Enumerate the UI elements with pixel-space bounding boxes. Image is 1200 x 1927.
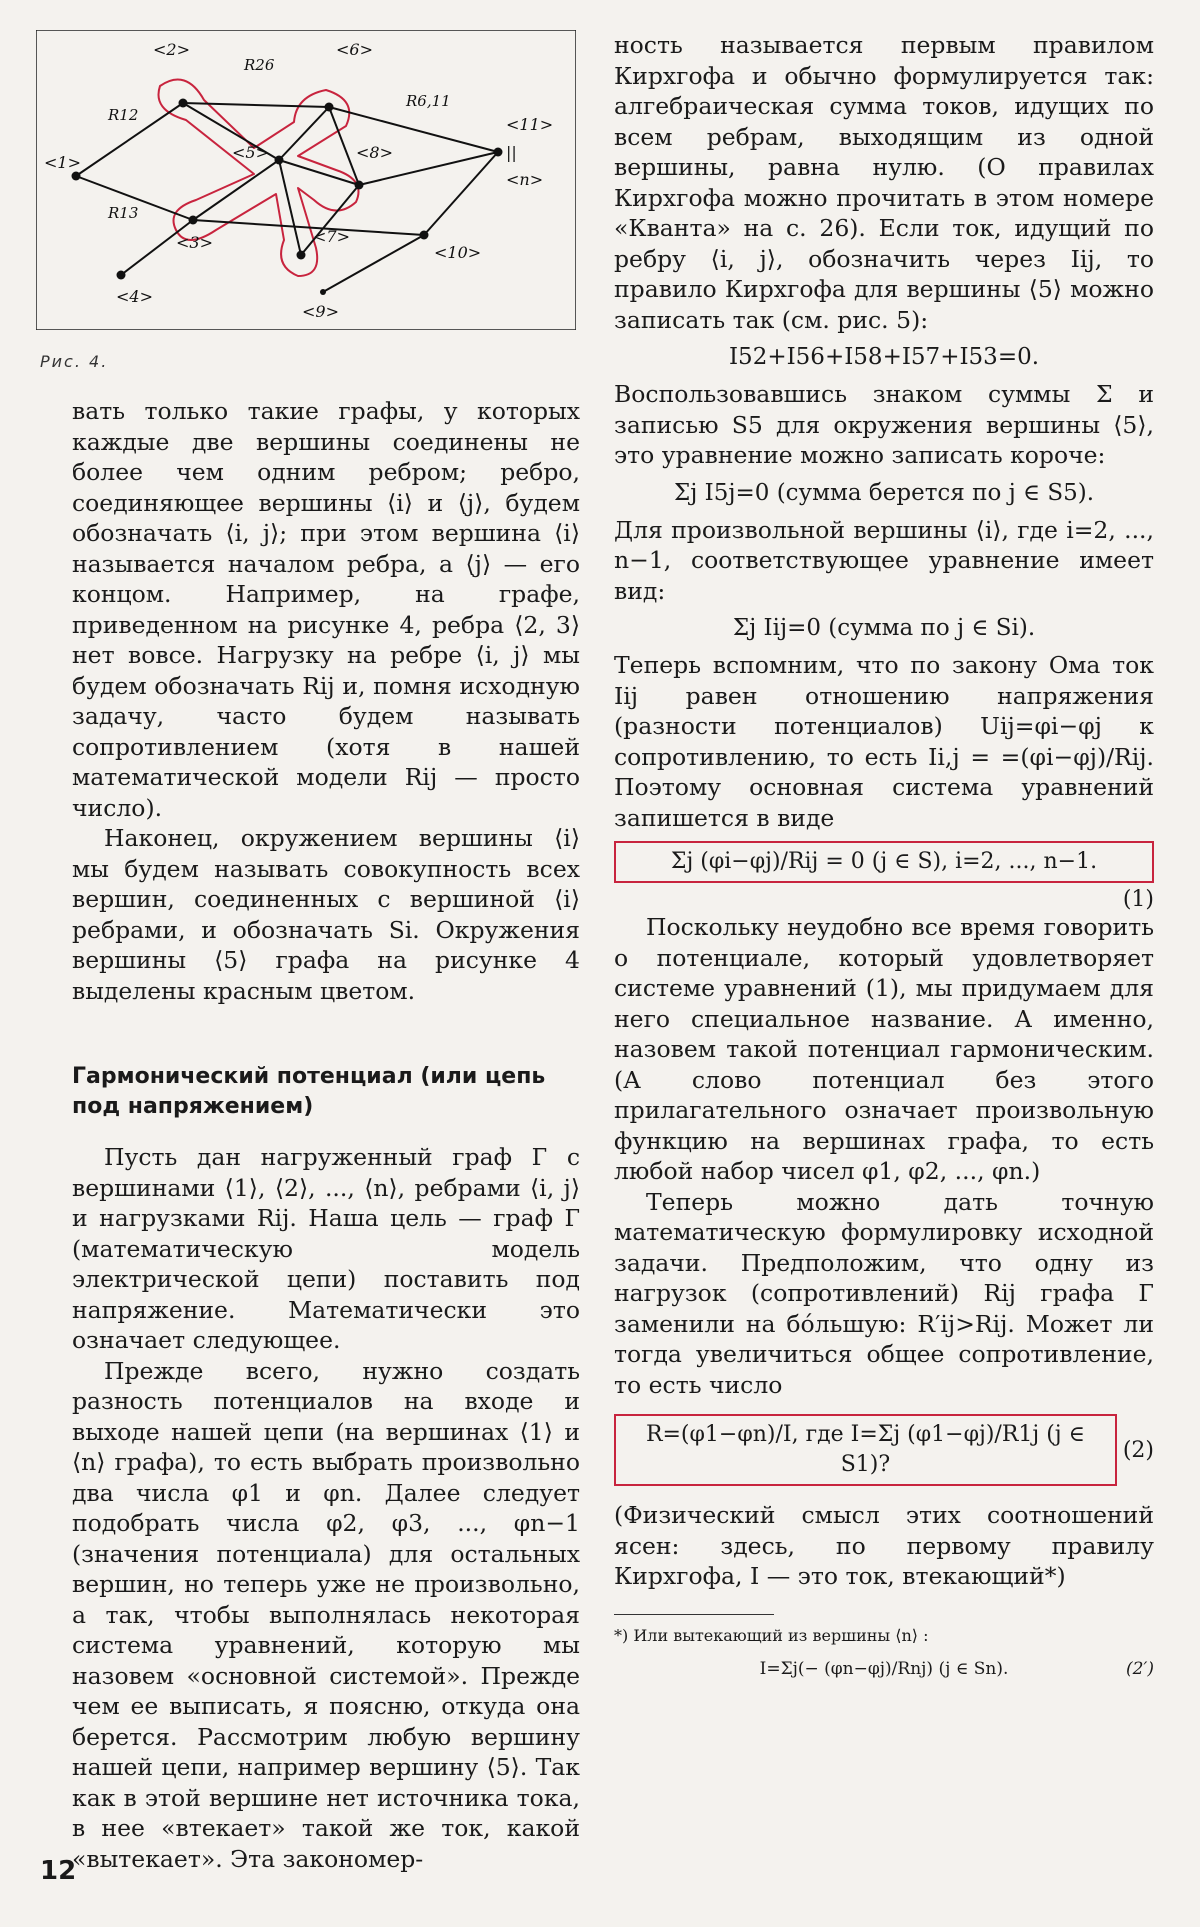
footnote-formula [614,1659,1154,1679]
label-v5: <5> [232,143,269,162]
vertex-6 [325,103,334,112]
vertex-11 [494,148,503,157]
label-v8: <8> [356,143,393,162]
graph-edges [76,103,498,292]
vertex-10 [420,231,429,240]
right-paragraph-7: (Физический смысл этих соотношений ясен: здесь, по первому правилу Кирхгофа, I — это ток, втекающий*) [614,1501,1154,1590]
footnote-formula-text: I=Σj(− (φn−φj)/Rnj) (j ∈ Sn). [759,1658,1009,1679]
section-heading: Гармонический потенциал (или цепь под напряжением) [72,1064,546,1119]
left-paragraph-4: Прежде всего, нужно создать разность потенциалов на входе и выходе нашей цепи (на вершинах ⟨1⟩ и ⟨n⟩ графа), то есть выбрать произвольно два числа φ1 и φn. Далее следует подобрать числа φ2, φ3, ..., φn−1 (значения потенциала) для остальных вершин, но теперь уже не произвольно, а так, чтобы выполнялась некоторая система уравнений, которую мы назовем «основной системой». Прежде чем ее выписать, я поясню, откуда она берется. Рассмотрим любую вершину нашей цепи, например вершину ⟨5⟩. Так как в этой вершине нет источника тока, в нее «втекает» такой же ток, какой «вытекает». Эта закономер- [72,1356,580,1873]
left-paragraph-3: Пусть дан нагруженный граф Г с вершинами ⟨1⟩, ⟨2⟩, ..., ⟨n⟩, ребрами ⟨i, j⟩ и нагрузками Rij. Наша цель — граф Г (математическую модель электрической цепи) поставить под напряжение. Математически это означает следующее. [72,1143,580,1354]
label-r611: R6,11 [406,92,451,110]
vertex-3 [189,216,198,225]
formula-resistance-2: R=(φ1−φn)/I, где I=Σj (φ1−φj)/R1j (j ∈ S1)? [614,1414,1117,1486]
footnote-rule [614,1614,774,1615]
right-column [614,30,1154,1679]
left-column [72,396,580,1874]
label-v6: <6> [336,40,373,59]
equation-number-1: (1) [1122,887,1154,912]
formula-kirchhoff-5: I52+I56+I58+I57+I53=0. [728,344,1040,370]
figure-graph [36,30,576,330]
edge-5-7 [279,160,301,255]
edge-2-6 [183,103,329,107]
vertex-4 [117,271,126,280]
figure-frame [36,30,576,330]
vertex-7 [297,251,306,260]
formula-sum-5: Σj I5j=0 (сумма берется по j ∈ S5). [673,479,1095,506]
vertex-8 [355,181,364,190]
label-r26: R26 [244,56,275,74]
page-number: 12 [40,1856,77,1886]
edge-labels [107,56,451,222]
edge-6-11 [329,107,498,152]
vertex-9 [320,289,326,295]
left-paragraph-2: Наконец, окружением вершины ⟨i⟩ мы будем называть совокупность всех вершин, соединенных с вершиной ⟨i⟩ ребрами, и обозначать Si. Окружения вершины ⟨5⟩ графа на рисунке 4 выделены красным цветом. [72,824,580,1005]
vertex-5 [275,156,284,165]
edge-10-11 [424,152,498,235]
right-paragraph-2: Воспользовавшись знаком суммы Σ и записью S5 для окружения вершины ⟨5⟩, это уравнение можно записать короче: [614,380,1154,469]
footnote-text: *) Или вытекающий из вершины ⟨n⟩ : [614,1625,929,1645]
graph-diagram [36,30,576,330]
formula-sum-i: Σj Iij=0 (сумма по j ∈ Si). [732,615,1036,641]
label-r12: R12 [108,106,139,124]
formula-row-2 [614,1414,1154,1486]
right-paragraph-4: Теперь вспомним, что по закону Ома ток Iij равен отношению напряжения (разности потенциалов) Uij=φi−φj к сопротивлению, то есть Ii,j = =(φi−φj)/Rij. Поэтому основная система уравнений запишется в виде [614,651,1154,832]
formula-system-1: Σj (φi−φj)/Rij = 0 (j ∈ S), i=2, ..., n−1. [614,841,1154,883]
equation-number-2: (2) [1122,1437,1154,1463]
right-paragraph-6: Теперь можно дать точную математическую формулировку исходной задачи. Предположим, что одну из нагрузок (сопротивлений) Rij графа Г заменили на бо́льшую: R′ij>Rij. Может ли тогда увеличиться общее сопротивление, то есть число [614,1187,1154,1399]
vertex-2 [179,99,188,108]
right-paragraph-3: Для произвольной вершины ⟨i⟩, где i=2, ..., n−1, соответствующее уравнение имеет вид: [614,515,1154,605]
label-v10: <10> [434,243,482,262]
right-paragraph-5: Поскольку неудобно все время говорить о потенциале, который удовлетворяет системе уравнений (1), мы придумаем для него специальное название. А именно, назовем такой потенциал гармоническим. (А слово потенциал без этого прилагательного означает произвольную функцию на вершинах графа, то есть любой набор чисел φ1, φ2, ..., φn.) [614,913,1154,1185]
label-v1: <1> [44,153,81,172]
label-v11: <11> [506,115,554,134]
vertex-1 [72,172,81,181]
label-v9: <9> [302,302,339,321]
edge-5-3 [193,160,279,220]
right-paragraph-1: ность называется первым правилом Кирхгофа и обычно формулируется так: алгебраическая сумма токов, идущих по всем ребрам, выходящим из одной вершины, равна нулю. (О правилах Кирхгофа можно прочитать в этом номере «Кванта» на с. 26). Если ток, идущий по ребру ⟨i, j⟩, обозначить через Iij, то правило Кирхгофа для вершины ⟨5⟩ можно записать так (см. рис. 5): [614,31,1154,334]
label-equal: || [506,143,517,162]
label-r13: R13 [108,204,139,222]
label-vn: <n> [506,170,544,189]
figure-caption: Рис. 4. [40,352,109,371]
equation-number-2prime: (2′) [1126,1658,1154,1679]
label-v2: <2> [153,40,190,59]
label-v4: <4> [116,287,153,306]
label-v3: <3> [176,233,213,252]
left-paragraph-1: вать только такие графы, у которых каждые две вершины соединены не более чем одним ребром; ребро, соединяющее вершины ⟨i⟩ и ⟨j⟩, будем обозначать ⟨i, j⟩; при этом вершина ⟨i⟩ называется началом ребра, а ⟨j⟩ — его концом. Например, на графе, приведенном на рисунке 4, ребра ⟨2, 3⟩ нет вовсе. Нагрузку на ребре ⟨i, j⟩ мы будем обозначать Rij и, помня исходную задачу, часто будем называть сопротивлением (хотя в нашей математической модели Rij — просто число). [72,397,580,822]
label-v7: <7> [313,227,350,246]
